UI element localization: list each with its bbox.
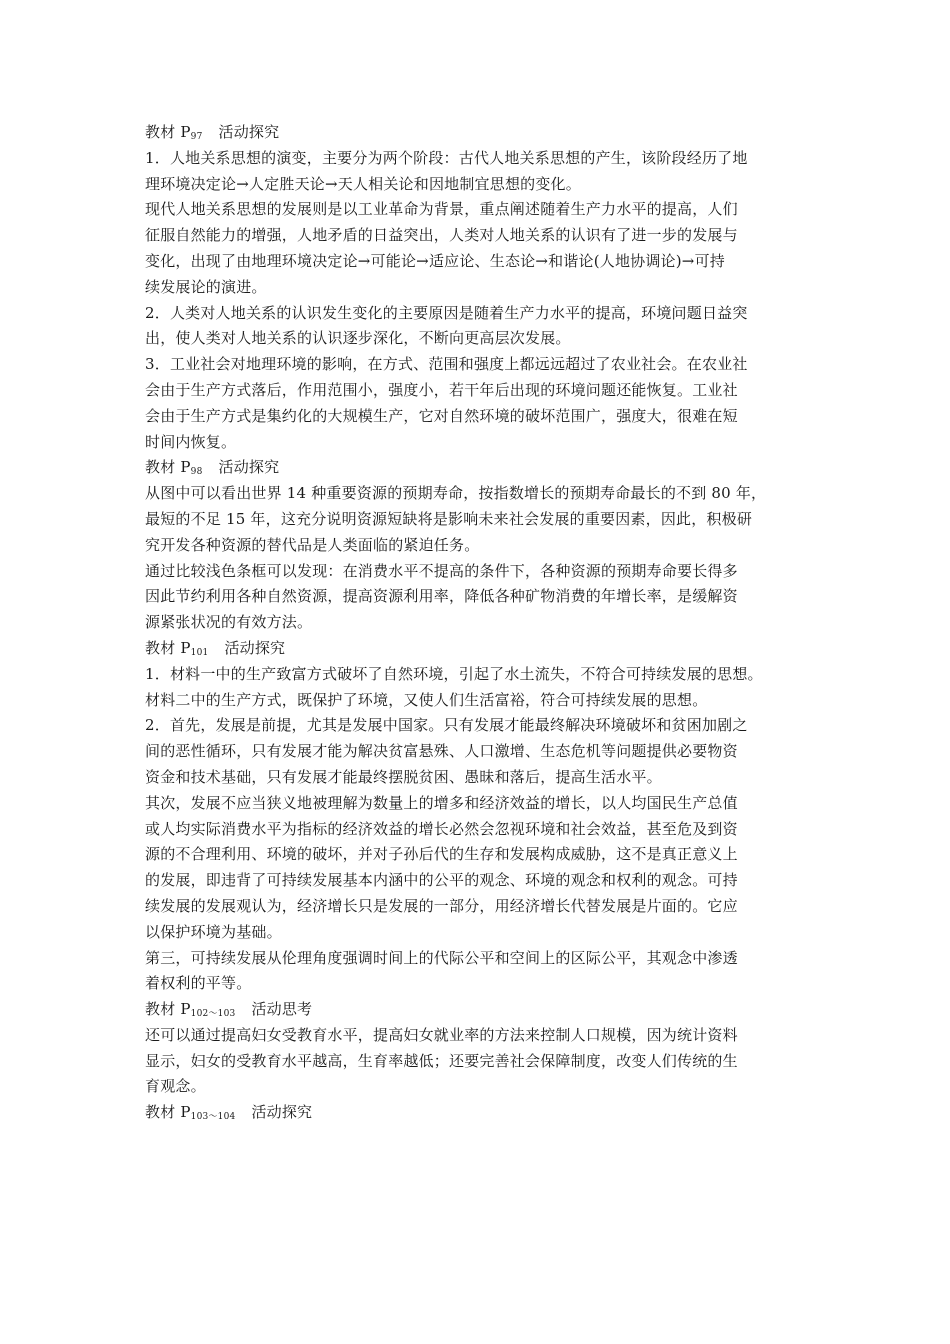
- paragraph-line: 3．工业社会对地理环境的影响，在方式、范围和强度上都远远超过了农业社会。在农业社: [145, 355, 748, 374]
- paragraph-line: 续发展的发展观认为，经济增长只是发展的一部分，用经济增长代替发展是片面的。它应: [145, 896, 738, 915]
- heading-label: 活动探究: [224, 638, 286, 657]
- paragraph-line: 究开发各种资源的替代品是人类面临的紧迫任务。: [145, 535, 480, 554]
- paragraph-line: 会由于生产方式是集约化的大规模生产，它对自然环境的破坏范围广，强度大，很难在短: [145, 406, 738, 425]
- paragraph-line: 出，使人类对人地关系的认识逐步深化，不断向更高层次发展。: [145, 329, 571, 348]
- heading-page-number: 98: [190, 467, 203, 478]
- paragraph-line: 的发展，即违背了可持续发展基本内涵中的公平的观念、环境的观念和权利的观念。可持: [145, 871, 738, 890]
- paragraph-line: 现代人地关系思想的发展则是以工业革命为背景，重点阐述随着生产力水平的提高，人们: [145, 200, 738, 219]
- paragraph-line: 时间内恢复。: [145, 432, 237, 451]
- paragraph-line: 间的恶性循环，只有发展才能为解决贫富悬殊、人口激增、生态危机等问题提供必要物资: [145, 742, 738, 761]
- paragraph-line: 续发展论的演进。: [145, 277, 267, 296]
- section-heading: [145, 455, 820, 481]
- paragraph-line: 第三，可持续发展从伦理角度强调时间上的代际公平和空间上的区际公平，其观念中渗透: [145, 948, 738, 967]
- paragraph-line: 以保护环境为基础。: [145, 922, 282, 941]
- paragraph-line: 其次，发展不应当狭义地被理解为数量上的增多和经济效益的增长，以人均国民生产总值: [145, 793, 738, 812]
- paragraph-line: 着权利的平等。: [145, 974, 252, 993]
- paragraph-line: 2．人类对人地关系的认识发生变化的主要原因是随着生产力水平的提高，环境问题日益突: [145, 303, 748, 322]
- paragraph-line: 从图中可以看出世界 14 种重要资源的预期寿命，按指数增长的预期寿命最长的不到 80 年，: [145, 484, 767, 503]
- section-heading: [145, 636, 820, 662]
- paragraph-line: 因此节约利用各种自然资源，提高资源利用率，降低各种矿物消费的年增长率，是缓解资: [145, 587, 738, 606]
- paragraph-line: 2．首先，发展是前提，尤其是发展中国家。只有发展才能最终解决环境破坏和贫困加剧之: [145, 716, 748, 735]
- paragraph-line: 1．材料一中的生产致富方式破坏了自然环境，引起了水土流失，不符合可持续发展的思想。: [145, 664, 763, 683]
- paragraph-line: 源紧张状况的有效方法。: [145, 613, 313, 632]
- heading-page-number: 97: [190, 132, 203, 142]
- heading-page-number: 103～104: [190, 1112, 236, 1123]
- paragraph-line: 变化，出现了由地理环境决定论→可能论→适应论、生态论→和谐论(人地协调论)→可持: [145, 251, 725, 270]
- paragraph-line: 最短的不足 15 年，这充分说明资源短缺将是影响未来社会发展的重要因素，因此，积极研: [145, 509, 753, 528]
- heading-prefix: 教材 P: [145, 1000, 191, 1019]
- section-heading: [145, 120, 820, 146]
- heading-prefix: 教材 P: [145, 1103, 191, 1122]
- heading-page-number: 101: [190, 647, 209, 658]
- section-heading: [145, 997, 820, 1023]
- heading-label: 活动探究: [251, 1103, 313, 1122]
- paragraph-line: 资金和技术基础，只有发展才能最终摆脱贫困、愚昧和落后，提高生活水平。: [145, 767, 662, 786]
- paragraph-line: 或人均实际消费水平为指标的经济效益的增长必然会忽视环境和社会效益，甚至危及到资: [145, 819, 738, 838]
- heading-prefix: 教材 P: [145, 638, 191, 657]
- paragraph-line: 会由于生产方式落后，作用范围小，强度小，若干年后出现的环境问题还能恢复。工业社: [145, 380, 738, 399]
- paragraph-line: 1．人地关系思想的演变，主要分为两个阶段：古代人地关系思想的产生，该阶段经历了地: [145, 148, 748, 167]
- paragraph-line: 材料二中的生产方式，既保护了环境，又使人们生活富裕，符合可持续发展的思想。: [145, 690, 708, 709]
- paragraph-line: 育观念。: [145, 1077, 206, 1096]
- paragraph-line: 通过比较浅色条框可以发现：在消费水平不提高的条件下，各种资源的预期寿命要长得多: [145, 561, 738, 580]
- heading-page-number: 102～103: [190, 1009, 236, 1020]
- heading-label: 活动探究: [218, 123, 280, 141]
- heading-prefix: 教材 P: [145, 458, 191, 477]
- document-page: [145, 120, 820, 1126]
- paragraph-line: 显示，妇女的受教育水平越高，生育率越低；还要完善社会保障制度，改变人们传统的生: [145, 1051, 738, 1070]
- paragraph-line: 源的不合理利用、环境的破坏，并对子孙后代的生存和发展构成威胁，这不是真正意义上: [145, 845, 738, 864]
- heading-prefix: 教材 P: [145, 123, 191, 141]
- paragraph-line: 征服自然能力的增强，人地矛盾的日益突出，人类对人地关系的认识有了进一步的发展与: [145, 226, 738, 245]
- section-heading: [145, 1100, 820, 1126]
- heading-label: 活动思考: [251, 1000, 313, 1019]
- heading-label: 活动探究: [218, 458, 280, 477]
- paragraph-line: 理环境决定论→人定胜天论→天人相关论和因地制宜思想的变化。: [145, 174, 581, 193]
- paragraph-line: 还可以通过提高妇女受教育水平，提高妇女就业率的方法来控制人口规模，因为统计资料: [145, 1025, 738, 1044]
